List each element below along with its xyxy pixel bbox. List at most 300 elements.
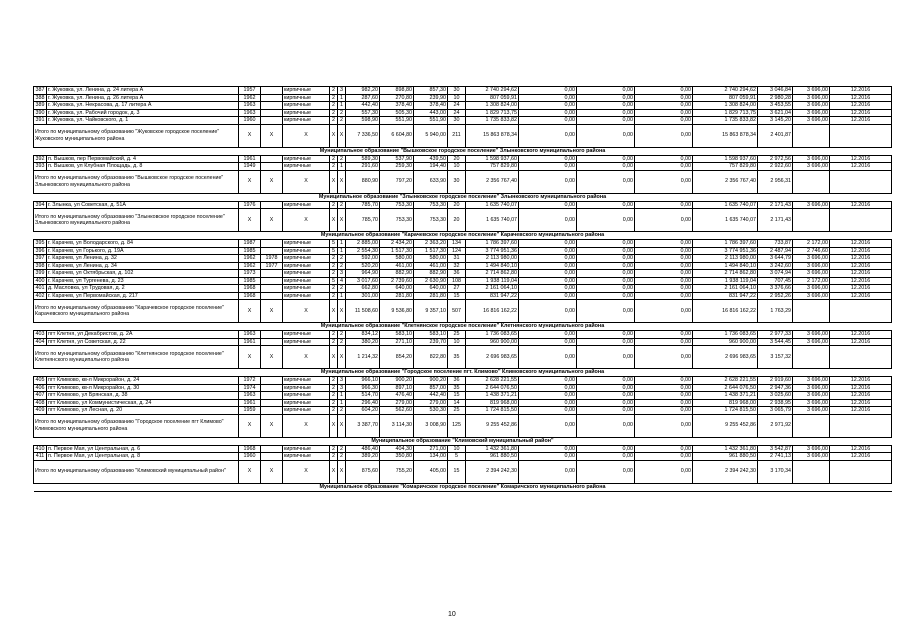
residential-area-cell: 279,00 <box>414 399 448 407</box>
year-rebuilt-cell <box>261 292 283 300</box>
entrances-cell: 1 <box>338 392 346 400</box>
entrances-cell: 1 <box>338 240 346 248</box>
year-built-cell: 1962 <box>239 94 261 102</box>
owner-cost-cell: 819 968,00 <box>693 399 758 407</box>
residents-cell: 20 <box>448 201 466 209</box>
municipality-header: Муниципальное образование "Клетнянское городское поселение" Клетнянского муниципального района <box>34 323 892 331</box>
year-built-cell: 1985 <box>239 277 261 285</box>
living-area-cell: 1 517,30 <box>380 247 414 255</box>
year-built-cell: 1963 <box>239 109 261 117</box>
total-label: Итого по муниципальному образованию "Жуковское городское поселение" Жуковского муниципального района <box>34 124 239 147</box>
entrances-cell: 4 <box>338 277 346 285</box>
floors-cell: 2 <box>330 109 338 117</box>
completion-date-cell: 12.2016 <box>830 392 892 400</box>
floors-cell: 2 <box>330 163 338 171</box>
residents-cell: 10 <box>448 445 466 453</box>
total-cell: 2 394 242,30 <box>466 460 519 483</box>
residents-cell: 32 <box>448 262 466 270</box>
year-rebuilt-cell <box>261 155 283 163</box>
total-cell: 0,00 <box>519 170 577 193</box>
municipality-header-row <box>34 483 892 491</box>
completion-date-cell: 12.2016 <box>830 262 892 270</box>
total-area-cell: 785,70 <box>346 201 380 209</box>
living-area-cell: 537,90 <box>380 155 414 163</box>
wall-material-cell: кирпичные <box>283 255 330 263</box>
local-budget-cost-cell: 0,00 <box>635 201 693 209</box>
residential-area-cell: 439,50 <box>414 155 448 163</box>
total-cell: 3 387,70 <box>346 414 380 437</box>
row-number-cell: 396 <box>35 247 45 254</box>
local-budget-cost-cell: 0,00 <box>635 377 693 385</box>
total-empty-cell <box>793 209 830 232</box>
total-cell: X <box>338 209 346 232</box>
wall-material-cell: кирпичные <box>283 109 330 117</box>
residents-cell: 10 <box>448 163 466 171</box>
total-cost-cell: 819 968,00 <box>466 399 519 407</box>
address-cell: г. Жуковка, ул. Некрасова, д. 17 литера А <box>47 102 239 110</box>
total-cell: 753,30 <box>380 209 414 232</box>
total-cell: 2 356 767,40 <box>693 170 758 193</box>
table-row <box>34 384 892 392</box>
floors-cell: 2 <box>330 262 338 270</box>
wall-material-cell: кирпичные <box>283 399 330 407</box>
residents-cell: 36 <box>448 377 466 385</box>
total-cell: 9 255 452,86 <box>693 414 758 437</box>
total-area-cell: 287,60 <box>346 94 380 102</box>
limit-per-m2-cell: 3 696,00 <box>793 285 830 293</box>
cost-per-m2-cell: 733,87 <box>758 240 793 248</box>
budget-cost-cell: 0,00 <box>577 392 635 400</box>
budget-cost-cell: 0,00 <box>577 247 635 255</box>
total-area-cell: 2 885,00 <box>346 240 380 248</box>
local-budget-cost-cell: 0,00 <box>635 87 693 95</box>
row-number-cell: 404 <box>35 338 45 345</box>
owner-cost-cell: 1 598 937,60 <box>693 155 758 163</box>
fund-cost-cell: 0,00 <box>519 277 577 285</box>
total-cost-cell: 961 880,50 <box>466 453 519 461</box>
total-row <box>34 124 892 147</box>
limit-per-m2-cell: 3 696,00 <box>793 407 830 415</box>
total-row <box>34 346 892 369</box>
total-cost-cell: 2 113 980,00 <box>466 255 519 263</box>
entrances-cell: 3 <box>338 87 346 95</box>
completion-date-cell: 12.2016 <box>830 163 892 171</box>
residents-cell: 35 <box>448 384 466 392</box>
owner-cost-cell: 831 947,22 <box>693 292 758 300</box>
row-number-cell: 405 <box>35 377 45 383</box>
residents-cell: 108 <box>448 277 466 285</box>
floors-cell: 2 <box>330 453 338 461</box>
cost-per-m2-cell: 3 046,84 <box>758 87 793 95</box>
owner-cost-cell: 807 059,91 <box>693 94 758 102</box>
residential-area-cell: 281,80 <box>414 292 448 300</box>
year-built-cell: 1962 <box>239 255 261 263</box>
budget-cost-cell: 0,00 <box>577 155 635 163</box>
total-cell: X <box>330 124 338 147</box>
total-cell: 3 157,32 <box>758 346 793 369</box>
total-cell: 875,60 <box>346 460 380 483</box>
total-label: Итого по муниципальному образованию "Вышковское городское поселение" Злынковского муниципального района <box>34 170 239 193</box>
completion-date-cell: 12.2016 <box>830 377 892 385</box>
total-area-cell: 296,40 <box>346 399 380 407</box>
municipality-header: Муниципальное образование "Карачевское городское поселение" Карачевского муниципального района <box>34 232 892 240</box>
budget-cost-cell: 0,00 <box>577 338 635 346</box>
wall-material-cell: кирпичные <box>283 392 330 400</box>
residential-area-cell: 271,00 <box>414 445 448 453</box>
table-row <box>34 109 892 117</box>
budget-cost-cell: 0,00 <box>577 277 635 285</box>
living-area-cell: 404,30 <box>380 445 414 453</box>
year-built-cell: 1963 <box>239 331 261 339</box>
fund-cost-cell: 0,00 <box>519 87 577 95</box>
wall-material-cell: кирпичные <box>283 247 330 255</box>
total-area-cell: 301,00 <box>346 292 380 300</box>
total-area-cell: 389,20 <box>346 453 380 461</box>
year-built-cell: 1968 <box>239 285 261 293</box>
wall-material-cell: кирпичные <box>283 240 330 248</box>
fund-cost-cell: 0,00 <box>519 155 577 163</box>
completion-date-cell: 12.2016 <box>830 285 892 293</box>
local-budget-cost-cell: 0,00 <box>635 331 693 339</box>
completion-date-cell: 12.2016 <box>830 240 892 248</box>
cost-per-m2-cell: 3 242,60 <box>758 262 793 270</box>
row-number-cell: 409 <box>35 407 45 413</box>
total-cell: 785,70 <box>346 209 380 232</box>
municipality-header: Муниципальное образование "Климовский муниципальный район" <box>34 437 892 445</box>
total-empty-cell <box>830 124 892 147</box>
total-cell: 0,00 <box>519 300 577 323</box>
year-built-cell: 1960 <box>239 117 261 125</box>
address-cell: г. Злынка, ул Советская, д. 51А <box>47 201 239 209</box>
total-cell: 2 971,92 <box>758 414 793 437</box>
total-cost-cell: 2 714 862,80 <box>466 270 519 278</box>
residential-area-cell: 857,00 <box>414 384 448 392</box>
total-cell: 507 <box>448 300 466 323</box>
cost-per-m2-cell: 3 544,45 <box>758 338 793 346</box>
budget-cost-cell: 0,00 <box>577 399 635 407</box>
residential-area-cell: 900,20 <box>414 377 448 385</box>
total-area-cell: 598,90 <box>346 117 380 125</box>
local-budget-cost-cell: 0,00 <box>635 384 693 392</box>
limit-per-m2-cell: 3 696,00 <box>793 445 830 453</box>
row-number-cell: 399 <box>35 270 45 276</box>
residential-area-cell: 239,70 <box>414 338 448 346</box>
completion-date-cell: 12.2016 <box>830 445 892 453</box>
total-label: Итого по муниципальному образованию "Клетнянское городское поселение" Клетнянского муниципального района <box>34 346 239 369</box>
year-built-cell: 1961 <box>239 399 261 407</box>
wall-material-cell: кирпичные <box>283 155 330 163</box>
entrances-cell: 2 <box>338 109 346 117</box>
total-area-cell: 834,12 <box>346 331 380 339</box>
owner-cost-cell: 1 786 397,60 <box>693 240 758 248</box>
table-row <box>34 453 892 461</box>
living-area-cell: 271,10 <box>380 338 414 346</box>
budget-cost-cell: 0,00 <box>577 331 635 339</box>
total-cell: X <box>330 209 338 232</box>
row-number-cell: 397 <box>35 255 45 261</box>
cost-per-m2-cell: 707,45 <box>758 277 793 285</box>
year-built-cell: 1959 <box>239 407 261 415</box>
entrances-cell: 2 <box>338 445 346 453</box>
year-rebuilt-cell: 1978 <box>261 255 283 263</box>
cost-per-m2-cell: 3 621,04 <box>758 109 793 117</box>
total-empty-cell <box>793 346 830 369</box>
total-cell: X <box>330 170 338 193</box>
total-cell: X <box>261 414 283 437</box>
cost-per-m2-cell: 2 980,28 <box>758 94 793 102</box>
table-row <box>34 163 892 171</box>
total-area-cell: 557,30 <box>346 109 380 117</box>
wall-material-cell: кирпичные <box>283 377 330 385</box>
living-area-cell: 882,90 <box>380 270 414 278</box>
residents-cell: 15 <box>448 292 466 300</box>
total-cell: 1 214,32 <box>346 346 380 369</box>
row-number-cell: 400 <box>35 277 45 284</box>
total-cell: 0,00 <box>635 300 693 323</box>
fund-cost-cell: 0,00 <box>519 255 577 263</box>
wall-material-cell: кирпичные <box>283 102 330 110</box>
budget-cost-cell: 0,00 <box>577 285 635 293</box>
budget-cost-cell: 0,00 <box>577 102 635 110</box>
housing-register-table <box>33 86 892 492</box>
completion-date-cell: 12.2016 <box>830 247 892 255</box>
local-budget-cost-cell: 0,00 <box>635 292 693 300</box>
entrances-cell: 1 <box>338 399 346 407</box>
completion-date-cell: 12.2016 <box>830 201 892 209</box>
total-cell: 30 <box>448 170 466 193</box>
owner-cost-cell: 2 161 064,10 <box>693 285 758 293</box>
entrances-cell: 3 <box>338 377 346 385</box>
completion-date-cell: 12.2016 <box>830 102 892 110</box>
total-cell: 405,00 <box>414 460 448 483</box>
row-number-cell: 389 <box>35 102 45 108</box>
total-cost-cell: 1 308 824,00 <box>466 102 519 110</box>
cost-per-m2-cell: 3 453,55 <box>758 102 793 110</box>
row-number-cell: 390 <box>35 109 45 116</box>
floors-cell: 2 <box>330 392 338 400</box>
entrances-cell: 1 <box>338 247 346 255</box>
residents-cell: 10 <box>448 94 466 102</box>
local-budget-cost-cell: 0,00 <box>635 277 693 285</box>
floors-cell: 2 <box>330 102 338 110</box>
total-cell: 3 170,34 <box>758 460 793 483</box>
address-cell: г. Карачев, ул Октябрьская, д. 102 <box>47 270 239 278</box>
total-cell: 2 401,87 <box>758 124 793 147</box>
limit-per-m2-cell: 3 696,00 <box>793 102 830 110</box>
limit-per-m2-cell: 3 696,00 <box>793 109 830 117</box>
total-cell: 0,00 <box>519 414 577 437</box>
residents-cell: 124 <box>448 247 466 255</box>
total-cell: X <box>283 209 330 232</box>
table-row <box>34 87 892 95</box>
living-area-cell: 279,00 <box>380 399 414 407</box>
floors-cell: 2 <box>330 285 338 293</box>
residents-cell: 134 <box>448 240 466 248</box>
total-cell: 0,00 <box>577 209 635 232</box>
municipality-header-row <box>34 323 892 331</box>
local-budget-cost-cell: 0,00 <box>635 392 693 400</box>
municipality-header-row <box>34 193 892 201</box>
total-cell: 822,80 <box>414 346 448 369</box>
total-cell: 2 356 767,40 <box>466 170 519 193</box>
total-cell: 211 <box>448 124 466 147</box>
floors-cell: 2 <box>330 270 338 278</box>
year-built-cell: 1963 <box>239 392 261 400</box>
local-budget-cost-cell: 0,00 <box>635 255 693 263</box>
year-rebuilt-cell <box>261 94 283 102</box>
residential-area-cell: 580,00 <box>414 255 448 263</box>
total-cell: 797,20 <box>380 170 414 193</box>
table-row <box>34 338 892 346</box>
local-budget-cost-cell: 0,00 <box>635 109 693 117</box>
total-cell: X <box>239 300 261 323</box>
year-rebuilt-cell <box>261 377 283 385</box>
row-number-cell: 401 <box>35 285 45 291</box>
limit-per-m2-cell: 3 696,00 <box>793 270 830 278</box>
total-cell: 2 696 983,65 <box>466 346 519 369</box>
fund-cost-cell: 0,00 <box>519 384 577 392</box>
budget-cost-cell: 0,00 <box>577 117 635 125</box>
cost-per-m2-cell: 3 376,66 <box>758 285 793 293</box>
budget-cost-cell: 0,00 <box>577 109 635 117</box>
completion-date-cell: 12.2016 <box>830 117 892 125</box>
completion-date-cell: 12.2016 <box>830 331 892 339</box>
total-area-cell: 982,20 <box>346 87 380 95</box>
total-empty-cell <box>793 124 830 147</box>
total-area-cell: 662,80 <box>346 285 380 293</box>
fund-cost-cell: 0,00 <box>519 102 577 110</box>
table-body <box>34 87 892 492</box>
cost-per-m2-cell: 2 938,95 <box>758 399 793 407</box>
total-row <box>34 209 892 232</box>
budget-cost-cell: 0,00 <box>577 255 635 263</box>
entrances-cell: 2 <box>338 453 346 461</box>
residential-area-cell: 2 363,20 <box>414 240 448 248</box>
residents-cell: 30 <box>448 87 466 95</box>
entrances-cell: 1 <box>338 292 346 300</box>
living-area-cell: 2 739,60 <box>380 277 414 285</box>
floors-cell: 2 <box>330 94 338 102</box>
completion-date-cell: 12.2016 <box>830 292 892 300</box>
table-row <box>34 255 892 263</box>
local-budget-cost-cell: 0,00 <box>635 445 693 453</box>
total-cell: X <box>261 209 283 232</box>
total-area-cell: 442,40 <box>346 102 380 110</box>
floors-cell: 2 <box>330 331 338 339</box>
year-built-cell: 1972 <box>239 377 261 385</box>
entrances-cell: 2 <box>338 201 346 209</box>
total-cost-cell: 1 938 119,04 <box>466 277 519 285</box>
cost-per-m2-cell: 2 947,36 <box>758 384 793 392</box>
total-cell: 1 635 740,07 <box>693 209 758 232</box>
budget-cost-cell: 0,00 <box>577 445 635 453</box>
residential-area-cell: 378,40 <box>414 102 448 110</box>
table-row <box>34 247 892 255</box>
residential-area-cell: 753,30 <box>414 201 448 209</box>
limit-per-m2-cell: 3 696,00 <box>793 392 830 400</box>
municipality-header: Муниципальное образование "Злынковское городское поселение" Злынковского муниципального района <box>34 193 892 201</box>
cost-per-m2-cell: 3 025,60 <box>758 392 793 400</box>
living-area-cell: 897,10 <box>380 384 414 392</box>
municipality-header-row <box>34 437 892 445</box>
local-budget-cost-cell: 0,00 <box>635 453 693 461</box>
floors-cell: 2 <box>330 255 338 263</box>
row-number-cell: 392 <box>35 155 45 162</box>
total-cell: X <box>239 124 261 147</box>
residential-area-cell: 239,90 <box>414 94 448 102</box>
total-cell: 0,00 <box>635 346 693 369</box>
total-row <box>34 460 892 483</box>
total-cell: 0,00 <box>519 460 577 483</box>
year-rebuilt-cell <box>261 453 283 461</box>
limit-per-m2-cell: 3 696,00 <box>793 453 830 461</box>
living-area-cell: 2 434,20 <box>380 240 414 248</box>
total-cell: 2 956,31 <box>758 170 793 193</box>
total-cell: 753,30 <box>414 209 448 232</box>
fund-cost-cell: 0,00 <box>519 163 577 171</box>
year-rebuilt-cell <box>261 240 283 248</box>
year-built-cell: 1985 <box>239 247 261 255</box>
wall-material-cell: кирпичные <box>283 338 330 346</box>
total-area-cell: 486,40 <box>346 445 380 453</box>
total-cell: 15 863 878,34 <box>693 124 758 147</box>
floors-cell: 2 <box>330 201 338 209</box>
total-cell: X <box>239 414 261 437</box>
local-budget-cost-cell: 0,00 <box>635 117 693 125</box>
budget-cost-cell: 0,00 <box>577 262 635 270</box>
living-area-cell: 476,40 <box>380 392 414 400</box>
total-empty-cell <box>830 346 892 369</box>
limit-per-m2-cell: 3 696,00 <box>793 163 830 171</box>
total-cell: 0,00 <box>635 460 693 483</box>
cost-per-m2-cell: 2 922,60 <box>758 163 793 171</box>
owner-cost-cell: 1 438 371,21 <box>693 392 758 400</box>
total-cell: 0,00 <box>635 170 693 193</box>
floors-cell: 2 <box>330 117 338 125</box>
address-cell: г. Жуковка, ул. Чайковского, д. 1 <box>47 117 239 125</box>
residential-area-cell: 857,30 <box>414 87 448 95</box>
total-cell: 1 763,29 <box>758 300 793 323</box>
address-cell: г. Карачев, ул Первомайская, д. 217 <box>47 292 239 300</box>
year-built-cell: 1957 <box>239 87 261 95</box>
total-cost-cell: 2 161 064,10 <box>466 285 519 293</box>
total-cell: 16 816 162,22 <box>693 300 758 323</box>
municipality-header: Муниципальное образование "Вышковское городское поселение" Злынковского муниципального района <box>34 147 892 155</box>
page-number: 10 <box>448 611 456 618</box>
living-area-cell: 350,80 <box>380 453 414 461</box>
limit-per-m2-cell: 3 696,00 <box>793 331 830 339</box>
total-cell: 3 008,90 <box>414 414 448 437</box>
budget-cost-cell: 0,00 <box>577 270 635 278</box>
table-row <box>34 331 892 339</box>
total-cell: X <box>261 300 283 323</box>
municipality-header-row <box>34 232 892 240</box>
owner-cost-cell: 2 628 221,55 <box>693 377 758 385</box>
total-empty-cell <box>830 209 892 232</box>
fund-cost-cell: 0,00 <box>519 109 577 117</box>
fund-cost-cell: 0,00 <box>519 270 577 278</box>
living-area-cell: 753,30 <box>380 201 414 209</box>
address-cell: г. Карачев, ул Ленина, д. 34 <box>47 262 239 270</box>
entrances-cell: 1 <box>338 102 346 110</box>
limit-per-m2-cell: 3 696,00 <box>793 399 830 407</box>
limit-per-m2-cell: 2 746,60 <box>793 247 830 255</box>
completion-date-cell: 12.2016 <box>830 384 892 392</box>
limit-per-m2-cell: 3 696,00 <box>793 87 830 95</box>
address-cell: п. Вышков, пер Первомайский, д. 4 <box>47 155 239 163</box>
limit-per-m2-cell: 3 696,00 <box>793 377 830 385</box>
owner-cost-cell: 1 724 815,50 <box>693 407 758 415</box>
